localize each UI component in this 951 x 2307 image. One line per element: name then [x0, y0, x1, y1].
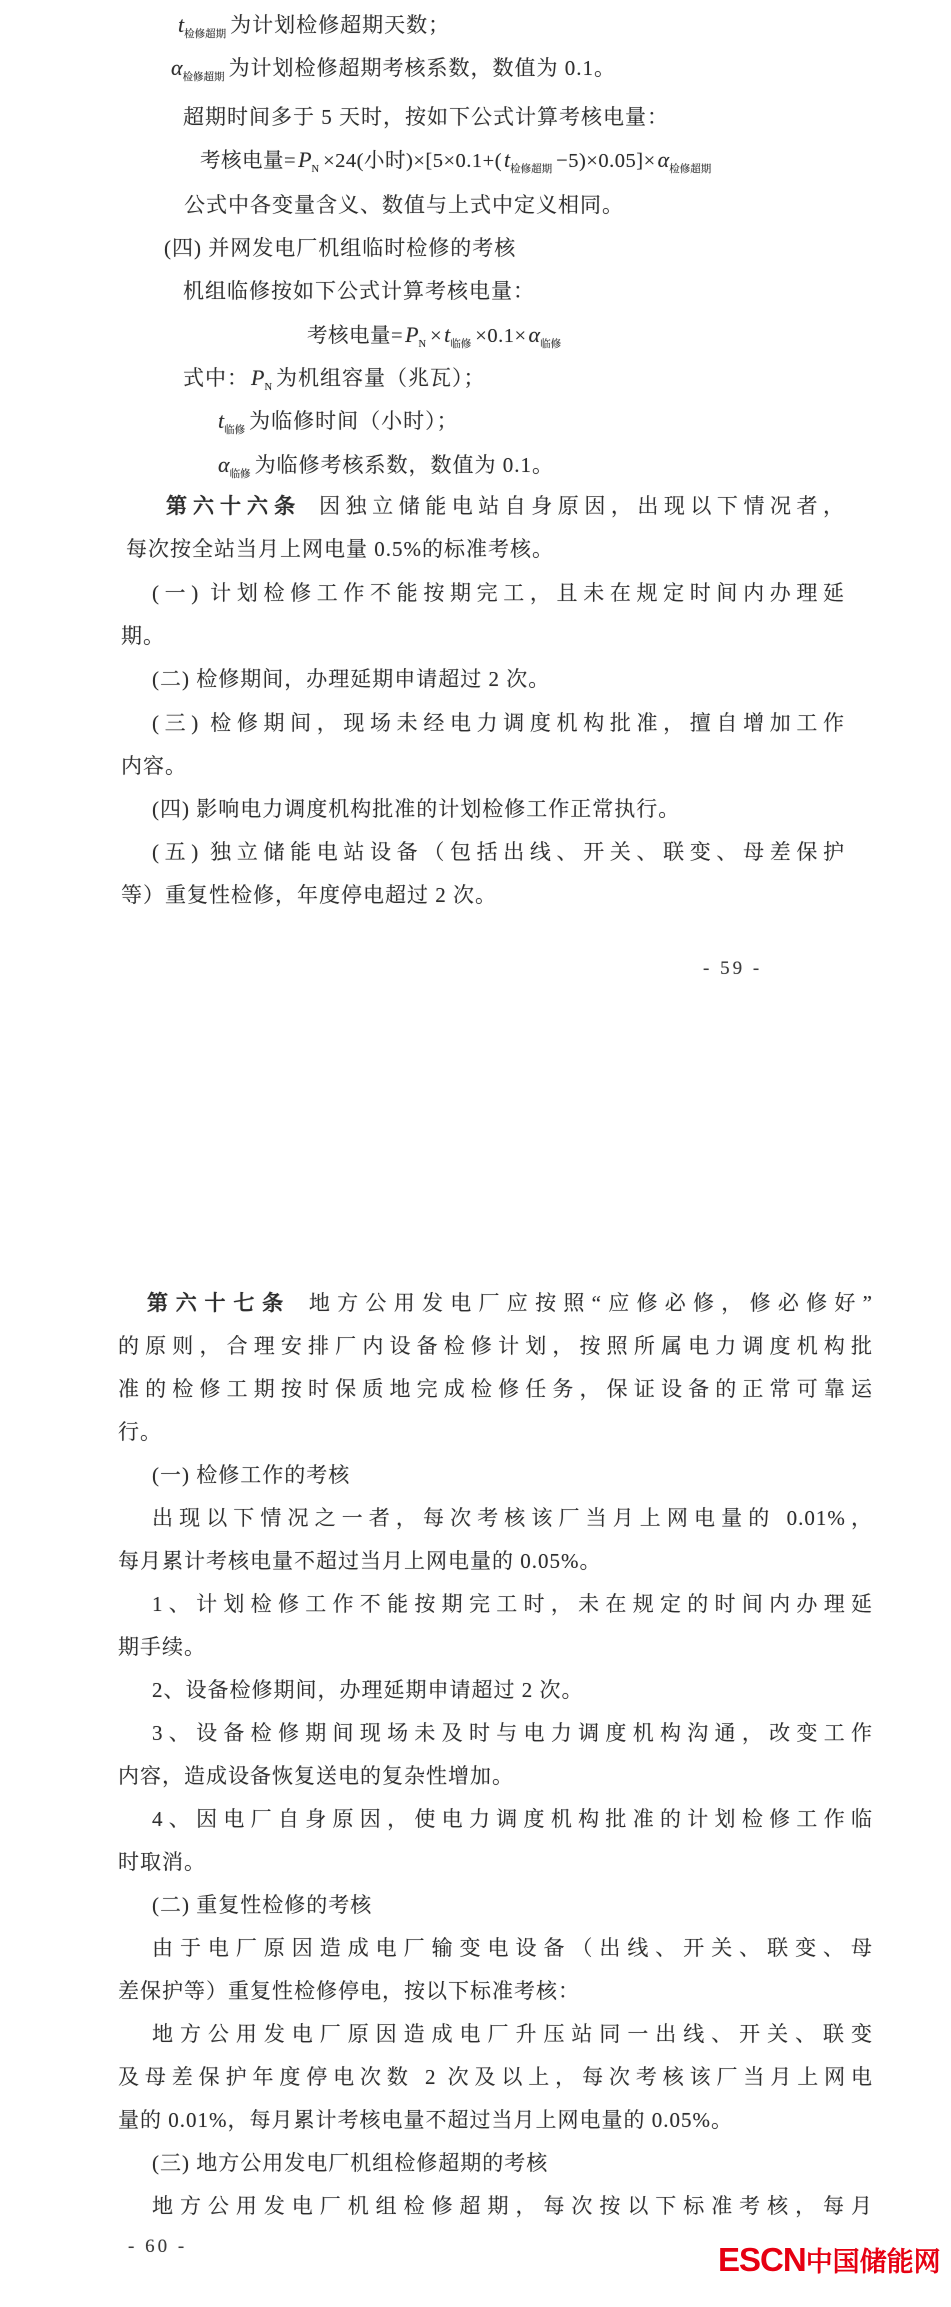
- article-67-number: 第六十七条: [147, 1291, 291, 1315]
- article-67-line-4: 行。: [118, 1420, 162, 1444]
- math-var-t: t: [178, 12, 185, 37]
- article-66-item-3: (三) 检修期间，现场未经电力调度机构批准，擅自增加工作: [152, 711, 845, 735]
- math-sub: 检修超期: [510, 164, 553, 176]
- section-1-item-4: 4、因电厂自身原因，使电力调度机构批准的计划检修工作临: [152, 1807, 873, 1831]
- definition-alpha-temp: [216, 448, 554, 492]
- math-sub: N: [311, 164, 320, 176]
- math-sub: 检修超期: [182, 72, 225, 84]
- section-3-heading: (三) 地方公用发电厂机组检修超期的考核: [152, 2151, 549, 2175]
- definition-t-overdue: [176, 8, 450, 52]
- math-var-p: P: [405, 322, 419, 347]
- paragraph-vars-note: 公式中各变量含义、数值与上式中定义相同。: [184, 193, 624, 217]
- math-sub: N: [264, 382, 273, 394]
- section-2-heading: (二) 重复性检修的考核: [152, 1893, 373, 1917]
- section-2-line-5: 量的 0.01%，每月累计考核电量不超过当月上网电量的 0.05%。: [118, 2108, 733, 2132]
- article-66-opening: [166, 489, 845, 523]
- math-sub: 临修: [450, 339, 472, 351]
- definition-text: 为计划检修超期天数；: [230, 13, 451, 37]
- math-var-alpha: α: [218, 452, 230, 477]
- math-sub: 临修: [540, 339, 562, 351]
- article-66-number: 第六十六条: [166, 494, 302, 518]
- formula-lhs: 考核电量=: [200, 150, 297, 172]
- section-1-item-1-cont: 期手续。: [118, 1635, 206, 1659]
- formula-temp-penalty: [307, 318, 565, 362]
- math-var-p: P: [298, 147, 312, 172]
- paragraph-overdue-intro: 超期时间多于 5 天时，按如下公式计算考核电量：: [183, 105, 669, 129]
- section-1-item-2: 2、设备检修期间，办理延期申请超过 2 次。: [152, 1678, 584, 1702]
- section-1-item-3: 3、设备检修期间现场未及时与电力调度机构沟通，改变工作: [152, 1721, 873, 1745]
- paragraph-temp-intro: 机组临修按如下公式计算考核电量：: [183, 279, 535, 303]
- section-1-item-4-cont: 时取消。: [118, 1850, 206, 1874]
- section-1-line-2: 每月累计考核电量不超过当月上网电量的 0.05%。: [118, 1549, 602, 1573]
- math-sub: 检修超期: [184, 29, 227, 41]
- formula-overdue-penalty: [200, 143, 715, 187]
- section-2-line-1: 由于电厂原因造成电厂输变电设备（出线、开关、联变、母: [152, 1936, 873, 1960]
- article-66-item-1-cont: 期。: [121, 624, 165, 648]
- formula-segment: ×: [430, 325, 443, 347]
- article-66-item-3-cont: 内容。: [121, 754, 187, 778]
- definition-text: 为计划检修超期考核系数，数值为 0.1。: [228, 56, 617, 80]
- math-sub: 临修: [229, 469, 251, 481]
- section-1-item-1: 1、计划检修工作不能按期完工时，未在规定的时间内办理延: [152, 1592, 873, 1616]
- article-66-item-4: (四) 影响电力调度机构批准的计划检修工作正常执行。: [152, 797, 681, 821]
- article-66-item-1: (一) 计划检修工作不能按期完工，且未在规定时间内办理延: [152, 581, 845, 605]
- heading-item4-temporary-maintenance: (四) 并网发电厂机组临时检修的考核: [164, 236, 517, 260]
- where-clause-capacity: [183, 361, 486, 405]
- where-label: 式中：: [183, 366, 249, 390]
- math-var-p: P: [251, 365, 265, 390]
- article-66-item-5: (五) 独立储能电站设备（包括出线、开关、联变、母差保护: [152, 840, 845, 864]
- math-var-alpha: α: [657, 147, 670, 172]
- logo-chinese-text: 中国储能网: [805, 2247, 941, 2277]
- article-66-item-2: (二) 检修期间，办理延期申请超过 2 次。: [152, 667, 551, 691]
- math-sub: 检修超期: [669, 164, 712, 176]
- definition-t-temp: [216, 404, 459, 448]
- article-66-standard: 每次按全站当月上网电量 0.5%的标准考核。: [126, 537, 554, 561]
- escn-watermark-logo: [718, 2240, 941, 2279]
- formula-lhs: 考核电量=: [307, 325, 404, 347]
- article-67-line-2: 的原则，合理安排厂内设备检修计划，按照所属电力调度机构批: [118, 1334, 873, 1358]
- formula-segment: ×24(小时)×[5×0.1+(: [323, 150, 503, 172]
- formula-segment: −5)×0.05]×: [556, 150, 656, 172]
- math-var-alpha: α: [171, 55, 183, 80]
- section-2-line-2: 差保护等）重复性检修停电，按以下标准考核：: [118, 1979, 580, 2003]
- definition-text: 为临修时间（小时）；: [249, 409, 459, 433]
- definition-alpha-overdue: [169, 51, 616, 95]
- article-66-item-5-cont: 等）重复性检修，年度停电超过 2 次。: [121, 883, 497, 907]
- article-66-intro: 因独立储能电站自身原因，出现以下情况者，: [319, 494, 846, 518]
- formula-segment: ×0.1×: [475, 325, 527, 347]
- section-1-item-3-cont: 内容，造成设备恢复送电的复杂性增加。: [118, 1764, 514, 1788]
- article-67-opening: [147, 1286, 873, 1320]
- article-67-line-3: 准的检修工期按时保质地完成检修任务，保证设备的正常可靠运: [118, 1377, 873, 1401]
- math-sub: N: [418, 339, 427, 351]
- section-1-heading: (一) 检修工作的考核: [152, 1463, 351, 1487]
- section-2-line-3: 地方公用发电厂原因造成电厂升压站同一出线、开关、联变: [152, 2022, 873, 2046]
- page-number-60: - 60 -: [128, 2236, 188, 2257]
- math-var-alpha: α: [528, 322, 541, 347]
- math-var-t: t: [504, 147, 511, 172]
- math-var-t: t: [218, 408, 225, 433]
- math-sub: 临修: [224, 425, 246, 437]
- page-number-59: - 59 -: [703, 958, 763, 979]
- section-3-line-1: 地方公用发电厂机组检修超期，每次按以下标准考核，每月: [152, 2194, 873, 2218]
- definition-text: 为机组容量（兆瓦）；: [276, 366, 486, 390]
- article-67-intro: 地方公用发电厂应按照“应修必修，修必修好”: [308, 1291, 874, 1315]
- math-var-t: t: [444, 322, 451, 347]
- section-2-line-4: 及母差保护年度停电次数 2 次及以上，每次考核该厂当月上网电: [118, 2065, 873, 2089]
- section-1-line-1: 出现以下情况之一者，每次考核该厂当月上网电量的 0.01%，: [152, 1506, 873, 1530]
- logo-latin-text: ESCN: [718, 2241, 806, 2278]
- definition-text: 为临修考核系数，数值为 0.1。: [254, 453, 555, 477]
